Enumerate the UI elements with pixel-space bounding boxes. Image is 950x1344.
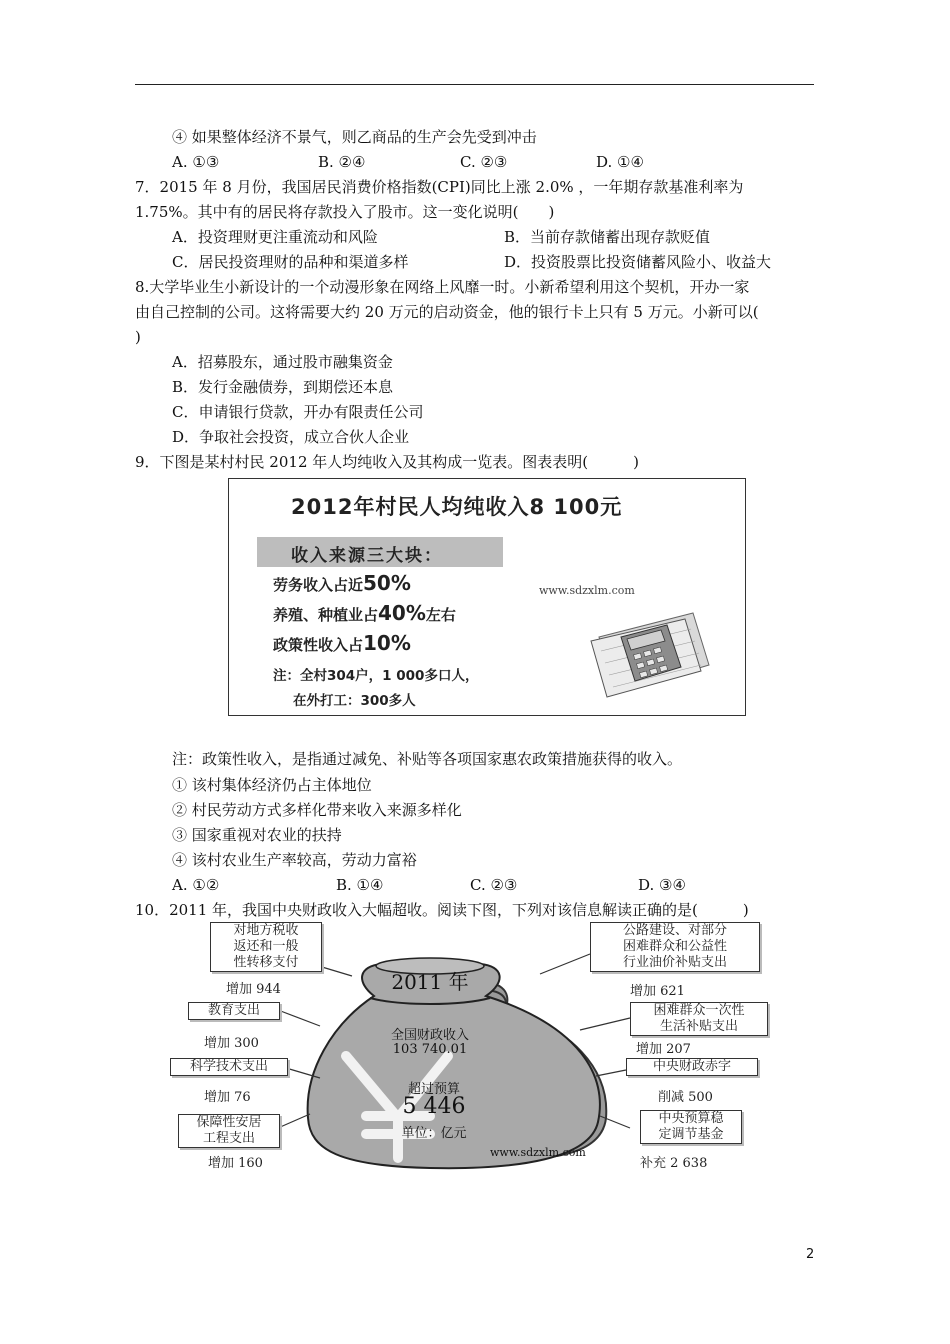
callout-line: 生活补贴支出	[659, 1019, 738, 1034]
figure-note-1: 注：全村304户，1 000多口人，	[273, 668, 479, 684]
callout-line: 中央预算稳	[658, 1111, 724, 1126]
q9-item-3: ③ 国家重视对农业的扶持	[172, 826, 342, 844]
bag-year: 2011 年	[391, 970, 469, 994]
q9-item-1: ① 该村集体经济仍占主体地位	[172, 776, 372, 794]
q8-stem-line2: 由自己控制的公司。这将需要大约 20 万元的启动资金，他的银行卡上只有 5 万元。小新可以(	[135, 303, 759, 321]
callout-housing	[178, 1114, 280, 1148]
watermark: www.sdzxlm.com	[539, 584, 635, 597]
q6-option-c: C. ②③	[460, 153, 508, 171]
callout-line: 中央财政赤字	[652, 1059, 731, 1074]
q7-option-c: C．居民投资理财的品种和渠道多样	[172, 253, 409, 271]
q9-option-b: B. ①④	[336, 876, 384, 894]
callout-line: 工程支出	[202, 1131, 255, 1146]
q10-stem: 10．2011 年，我国中央财政收入大幅超收。阅读下图，下列对该信息解读正确的是( )	[135, 901, 749, 919]
row-text: 劳务收入占近	[273, 576, 364, 594]
q8-stem-line1: 8.大学毕业生小新设计的一个动漫形象在网络上风靡一时。小新希望利用这个契机，开办一家	[135, 278, 750, 296]
q9-option-a: A. ①②	[172, 876, 220, 894]
income-row-farming	[273, 601, 456, 625]
q9-note: 注：政策性收入，是指通过减免、补贴等各项国家惠农政策措施获得的收入。	[172, 750, 683, 768]
callout-science	[170, 1058, 288, 1076]
callout-living-subsidy-value: 增加 207	[636, 1042, 691, 1057]
callout-transfer-payment	[210, 922, 322, 972]
callout-science-value: 增加 76	[204, 1090, 251, 1105]
row-value: 40%	[378, 601, 426, 625]
q8-option-a: A．招募股东，通过股市融集资金	[172, 353, 393, 371]
callout-deficit-value: 削减 500	[658, 1090, 713, 1105]
q7-option-b: B．当前存款储蓄出现存款贬值	[504, 228, 711, 246]
q7-stem-line2: 1.75%。其中有的居民将存款投入了股市。这一变化说明( )	[135, 203, 555, 221]
bag-line-3: 超过预算	[407, 1082, 460, 1097]
callout-line: 困难群众一次性	[653, 1003, 745, 1018]
q8-option-c: C．申请银行贷款，开办有限责任公司	[172, 403, 424, 421]
callout-line: 行业油价补贴支出	[622, 955, 727, 970]
callout-line: 公路建设、对部分	[622, 923, 727, 938]
figure-subtitle: 收入来源三大块：	[291, 546, 443, 566]
callout-road-subsidy	[590, 922, 760, 972]
bag-line-2: 103 740.01	[392, 1042, 468, 1057]
figure-title: 2012年村民人均纯收入8 100元	[291, 495, 623, 519]
row-suffix: 左右	[425, 606, 456, 624]
callout-stabilization-fund-value: 补充 2 638	[640, 1156, 708, 1171]
callout-line: 困难群众和公益性	[622, 939, 727, 954]
calculator-notebook-icon	[581, 607, 713, 703]
q9-item-2: ② 村民劳动方式多样化带来收入来源多样化	[172, 801, 462, 819]
bag-line-4: 5 446	[402, 1094, 466, 1119]
callout-line: 对地方税收	[233, 923, 299, 938]
callout-line: 科学技术支出	[189, 1059, 268, 1074]
callout-education-value: 增加 300	[204, 1036, 259, 1051]
callout-line: 返还和一般	[233, 939, 299, 954]
row-value: 10%	[363, 631, 411, 655]
callout-line: 保障性安居	[196, 1115, 262, 1130]
callout-line: 教育支出	[207, 1003, 260, 1018]
callout-housing-value: 增加 160	[208, 1156, 263, 1171]
q8-option-d: D．争取社会投资，成立合伙人企业	[172, 428, 410, 446]
income-row-labor	[273, 571, 411, 595]
income-row-policy	[273, 631, 411, 655]
callout-deficit	[626, 1058, 758, 1076]
watermark: www.sdzxlm.com	[490, 1146, 586, 1159]
row-text: 养殖、种植业占	[273, 606, 379, 624]
q6-item-4: ④ 如果整体经济不景气，则乙商品的生产会先受到冲击	[172, 128, 537, 146]
page-number: 2	[806, 1247, 815, 1262]
bag-line-1: 全国财政收入	[390, 1028, 469, 1043]
q9-stem: 9．下图是某村村民 2012 年人均纯收入及其构成一览表。图表表明( )	[135, 453, 639, 471]
q8-stem-line3: )	[135, 328, 141, 346]
q9-option-d: D. ③④	[638, 876, 686, 894]
bag-line-5: 单位：亿元	[401, 1126, 467, 1141]
q6-option-a: A. ①③	[172, 153, 220, 171]
q9-income-figure	[228, 478, 746, 716]
q9-option-c: C. ②③	[470, 876, 518, 894]
q8-option-b: B．发行金融债券，到期偿还本息	[172, 378, 394, 396]
callout-line: 性转移支付	[233, 955, 299, 970]
header-rule	[135, 84, 814, 85]
callout-road-subsidy-value: 增加 621	[630, 984, 685, 999]
callout-stabilization-fund	[640, 1110, 742, 1144]
callout-education	[188, 1002, 280, 1020]
callout-living-subsidy	[630, 1002, 768, 1036]
callout-transfer-payment-value: 增加 944	[226, 982, 281, 997]
q7-option-a: A．投资理财更注重流动和风险	[172, 228, 378, 246]
row-text: 政策性收入占	[273, 636, 364, 654]
q7-option-d: D．投资股票比投资储蓄风险小、收益大	[504, 253, 772, 271]
q9-item-4: ④ 该村农业生产率较高，劳动力富裕	[172, 851, 417, 869]
row-value: 50%	[363, 571, 411, 595]
q6-option-d: D. ①④	[596, 153, 644, 171]
q7-stem-line1: 7．2015 年 8 月份，我国居民消费价格指数(CPI)同比上涨 2.0% ，一年期存款基准利率为	[135, 178, 744, 196]
callout-line: 定调节基金	[658, 1127, 724, 1142]
figure-note-2: 在外打工：300多人	[293, 693, 416, 709]
q10-fiscal-figure	[160, 918, 800, 1174]
q6-option-b: B. ②④	[318, 153, 366, 171]
